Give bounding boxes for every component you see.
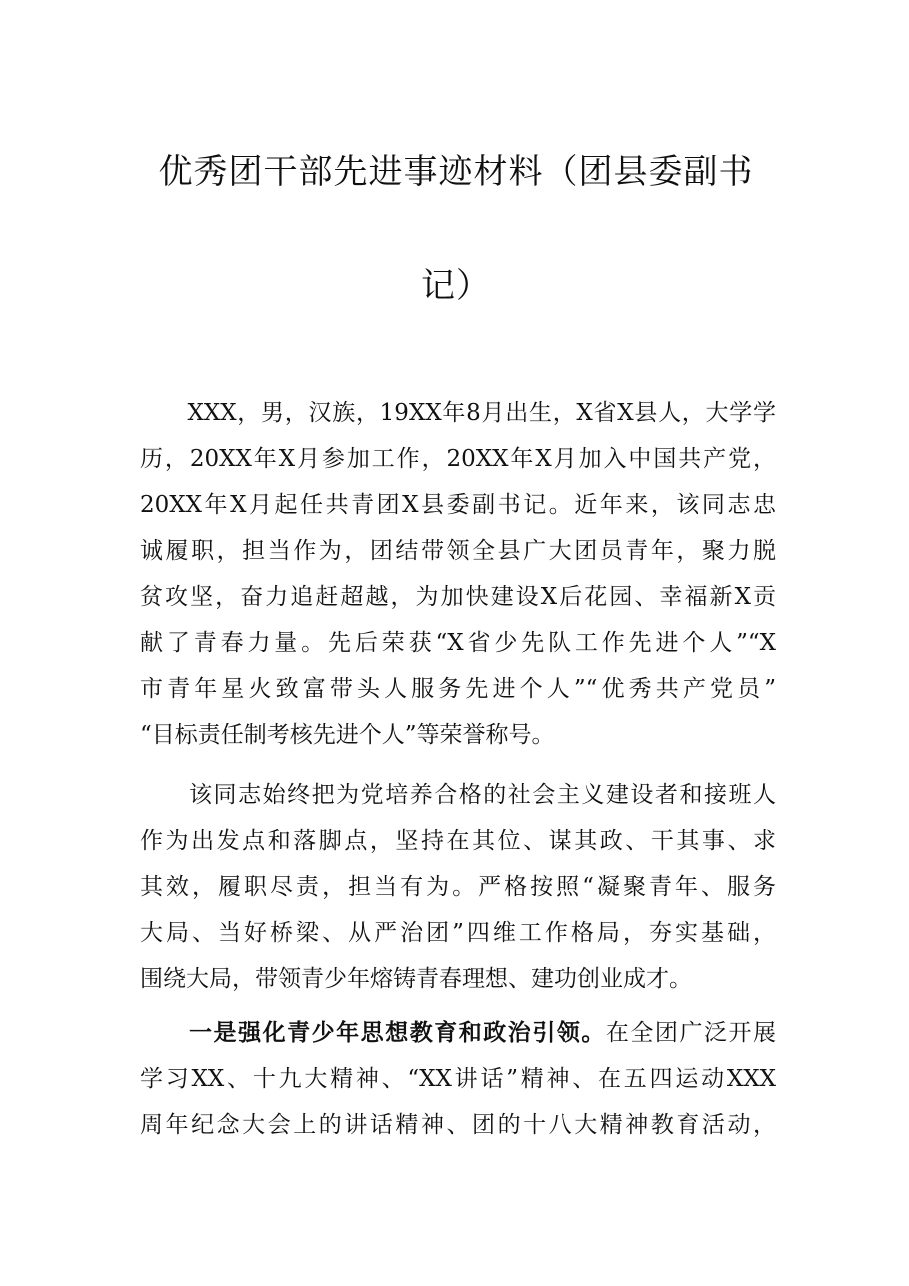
paragraph-1-line-7: 市青年星火致富带头人服务先进个人”“优秀共产党员” — [140, 676, 776, 702]
paragraph-1-line-3: 20XX年X月起任共青团X县委副书记。近年来，该同志忠 — [140, 492, 776, 518]
paragraph-1-line-5: 贫攻坚，奋力追赶超越，为加快建设X后花园、幸福新X贡 — [140, 584, 776, 610]
paragraph-2-line-5: 围绕大局，带领青少年熔铸青春理想、建功创业成才。 — [140, 966, 692, 992]
paragraph-1-line-1: XXX，男，汉族，19XX年8月出生，X省X县人，大学学 — [140, 400, 776, 426]
document-title-line-2: 记） — [421, 266, 491, 306]
document-title-line-1: 优秀团干部先进事迹材料（团县委副书 — [158, 152, 754, 192]
paragraph-3-line-1-text: 在全团广泛开展 — [605, 1020, 777, 1046]
paragraph-3-line-2: 学习XX、十九大精神、“XX讲话”精神、在五四运动XXX — [140, 1066, 776, 1092]
paragraph-1-line-2: 历，20XX年X月参加工作，20XX年X月加入中国共产党， — [140, 446, 776, 472]
paragraph-2-line-2: 作为出发点和落脚点，坚持在其位、谋其政、干其事、求 — [140, 828, 776, 854]
paragraph-2-line-4: 大局、当好桥梁、从严治团”四维工作格局，夯实基础， — [140, 920, 776, 946]
paragraph-3-bold-lead: 一是强化青少年思想教育和政治引领。 — [140, 1019, 606, 1046]
paragraph-3-line-1 — [140, 1010, 776, 1056]
paragraph-2-line-3: 其效，履职尽责，担当有为。严格按照“凝聚青年、服务 — [140, 874, 776, 900]
paragraph-1-line-8: “目标责任制考核先进个人”等荣誉称号。 — [140, 722, 555, 748]
paragraph-3-line-3: 周年纪念大会上的讲话精神、团的十八大精神教育活动， — [140, 1112, 776, 1138]
paragraph-1-line-4: 诚履职，担当作为，团结带领全县广大团员青年，聚力脱 — [140, 538, 776, 564]
paragraph-1-line-6: 献了青春力量。先后荣获“X省少先队工作先进个人”“X — [140, 630, 776, 656]
paragraph-2-line-1: 该同志始终把为党培养合格的社会主义建设者和接班人 — [140, 782, 776, 808]
